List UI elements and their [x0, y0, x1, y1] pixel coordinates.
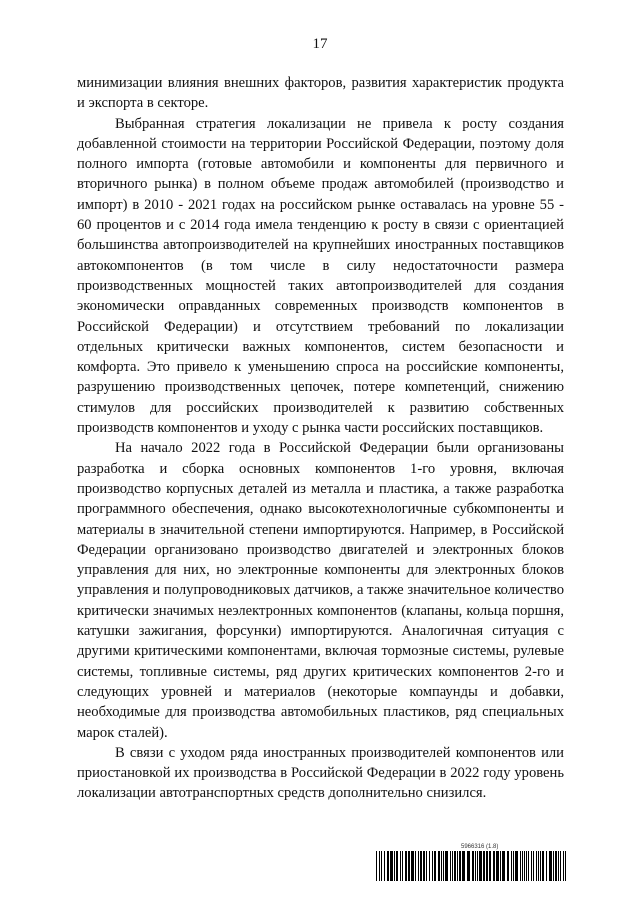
paragraph-2: Выбранная стратегия локализации не привела к росту создания добавленной стоимости на территории Российской Федерации, поэтому доля полного импорта (готовые автомобили и компоненты для первичного и вторичного рынка) в полном объеме продаж автомобилей (производство и импорт) в 2010 - 2021 годах на российском рынке оставалась на уровне 55 - 60 процентов и с 2014 года имела тенденцию к росту в связи с ориентацией большинства автопроизводителей на крупнейших иностранных поставщиков автокомпонентов (в том числе в силу недостаточности размера производственных мощностей таких автопроизводителей для создания экономически оправданных современных производств компонентов в Российской Федерации) и отсутствием требований по локализации отдельных критически важных компонентов, систем безопасности и комфорта. Это привело к уменьшению спроса на российские компоненты, разрушению производственных цепочек, потере компетенций, снижению стимулов для российских производителей к развитию собственных производств компонентов и уходу с рынка части российских поставщиков. [77, 115, 564, 437]
page-number: 17 [312, 36, 328, 52]
paragraph-3: На начало 2022 года в Российской Федерации были организованы разработка и сборка основных компонентов 1-го уровня, включая производство корпусных деталей из металла и пластика, а также разработка программного обеспечения, однако высокотехнологичные субкомпоненты и материалы в значительной степени импортируются. Например, в Российской Федерации организовано производство двигателей и электронных блоков управления для них, но электронные компоненты для электронных блоков управления и полупроводниковых датчиков, а также значительное количество критически значимых неэлектронных компонентов (клапаны, кольца поршня, катушки зажигания, форсунки) импортируются. Аналогичная ситуация с другими критическими компонентами, включая тормозные системы, рулевые системы, топливные системы, ряд других критических компонентов 2-го и следующих уровней и материалов (некоторые компаунды и добавки, необходимые для производства автомобильных пластиков, ряд специальных марок сталей). [77, 440, 564, 741]
body-text [77, 73, 564, 804]
barcode-icon [376, 851, 566, 881]
paragraph-4: В связи с уходом ряда иностранных производителей компонентов или приостановкой их производства в Российской Федерации в 2022 году уровень локализации автотранспортных средств дополнительно снизился. [77, 744, 564, 802]
paragraph-1: минимизации влияния внешних факторов, развития характеристик продукта и экспорта в секторе. [77, 75, 564, 112]
document-code: 5966316 (1.8) [461, 844, 499, 850]
